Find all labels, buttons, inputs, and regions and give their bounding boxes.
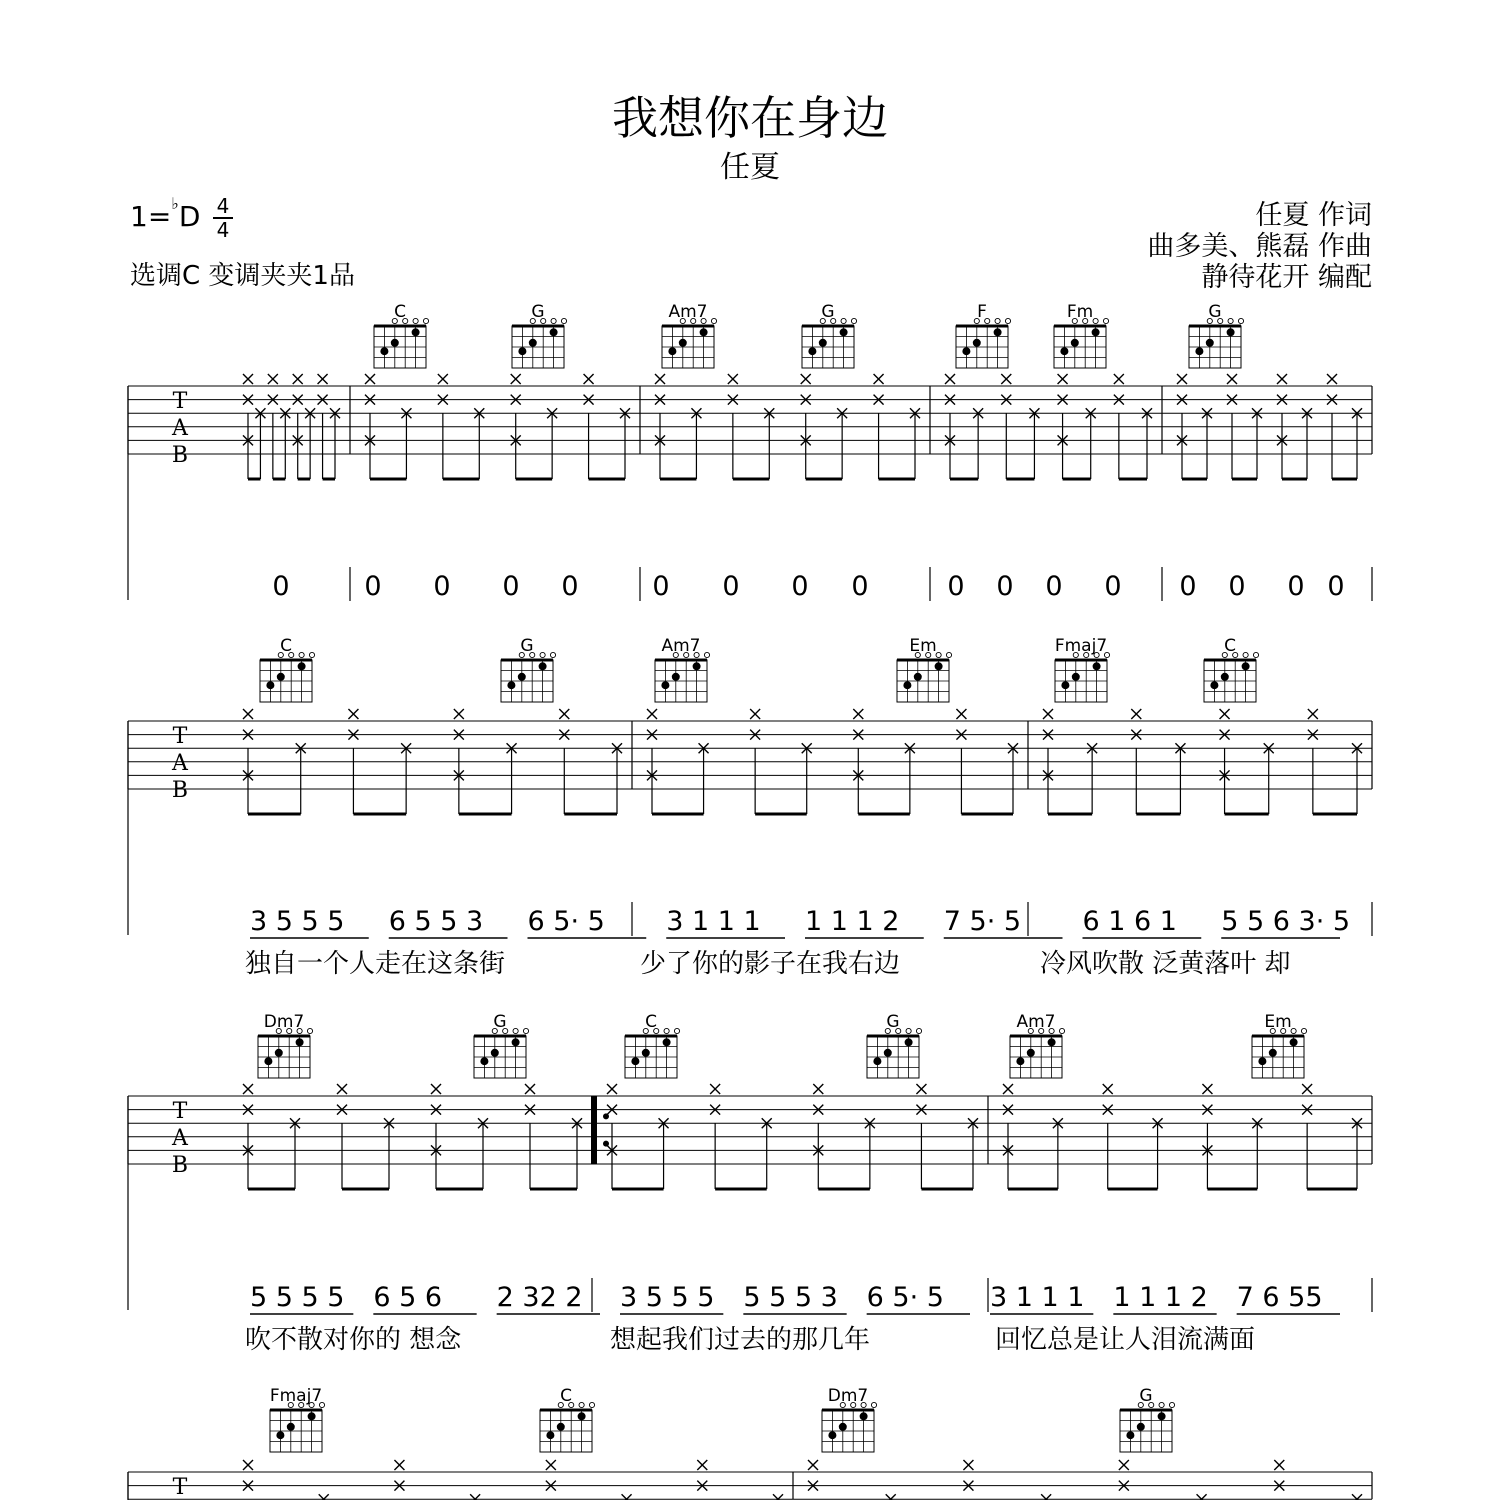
open-string-mark — [1243, 652, 1248, 657]
strum-x-mark — [1058, 374, 1068, 384]
finger-dot — [873, 1057, 881, 1065]
numbered-note-group: 5 5 5 5 — [250, 1282, 345, 1313]
chord-name: G — [520, 636, 534, 656]
key-prefix: 1= — [130, 200, 172, 233]
chord-name: C — [645, 1012, 657, 1032]
finger-dot — [264, 1057, 272, 1065]
finger-dot — [276, 1431, 284, 1439]
strum-x-mark — [647, 709, 657, 719]
finger-dot — [819, 339, 827, 347]
capo-note: 选调C 变调夹夹1品 — [130, 261, 355, 291]
numbered-note: 0 — [652, 571, 670, 602]
finger-dot — [1137, 1423, 1145, 1431]
strum-x-mark — [1327, 374, 1337, 384]
artist-name: 任夏 — [720, 150, 780, 185]
strum-x-mark — [655, 374, 665, 384]
chord-diagram — [260, 636, 315, 702]
numbered-note: 0 — [1228, 571, 1246, 602]
lyric-line: 少了你的影子在我右边 — [640, 949, 901, 979]
open-string-mark — [513, 1028, 518, 1033]
strum-x-mark — [1220, 709, 1230, 719]
chord-diagram — [1054, 302, 1109, 368]
strum-x-mark — [916, 1084, 926, 1094]
open-string-mark — [1238, 318, 1243, 323]
strum-x-mark — [874, 374, 884, 384]
finger-dot — [480, 1057, 488, 1065]
finger-dot — [578, 1412, 586, 1420]
time-signature-top: 4 — [216, 194, 230, 218]
chord-name: Em — [1264, 1012, 1292, 1032]
numbered-note: 0 — [996, 571, 1014, 602]
finger-dot — [839, 1423, 847, 1431]
strum-x-mark — [1177, 374, 1187, 384]
finger-dot — [840, 328, 848, 336]
open-string-mark — [1228, 318, 1233, 323]
finger-dot — [672, 673, 680, 681]
numbered-note: 0 — [791, 571, 809, 602]
strum-x-mark — [853, 709, 863, 719]
key-note: D — [178, 200, 201, 233]
chord-name: Em — [909, 636, 937, 656]
chord-diagram — [374, 302, 429, 368]
finger-dot — [266, 681, 274, 689]
finger-dot — [1195, 347, 1203, 355]
finger-dot — [973, 339, 981, 347]
open-string-mark — [906, 1028, 911, 1033]
chord-name: G — [1139, 1386, 1153, 1406]
tab-label-letter: T — [172, 389, 188, 414]
chord-diagram — [1010, 1012, 1065, 1078]
finger-dot — [642, 1049, 650, 1057]
open-string-mark — [1159, 1402, 1164, 1407]
finger-dot — [518, 347, 526, 355]
open-string-mark — [589, 1402, 594, 1407]
finger-dot — [1048, 1038, 1056, 1046]
finger-dot — [828, 1431, 836, 1439]
chord-diagram — [802, 302, 857, 368]
score-system — [128, 636, 1372, 979]
open-string-mark — [704, 652, 709, 657]
chord-name: C — [394, 302, 406, 322]
finger-dot — [1093, 662, 1101, 670]
strum-x-mark — [750, 709, 760, 719]
numbered-note: 0 — [433, 571, 451, 602]
finger-dot — [679, 339, 687, 347]
strum-x-mark — [559, 709, 569, 719]
numbered-note: 0 — [1104, 571, 1122, 602]
time-signature-bottom: 4 — [216, 218, 230, 242]
finger-dot — [1258, 1057, 1266, 1065]
lyric-line: 吹不散对你的 想念 — [245, 1325, 462, 1355]
strum-x-mark — [728, 374, 738, 384]
open-string-mark — [551, 318, 556, 323]
chord-diagram — [822, 1386, 877, 1452]
strum-x-mark — [1114, 374, 1124, 384]
credit-arranger: 静待花开 编配 — [1201, 262, 1372, 293]
strum-x-mark — [431, 1084, 441, 1094]
finger-dot — [935, 662, 943, 670]
strum-x-mark — [348, 709, 358, 719]
tab-label-letter: B — [171, 778, 189, 803]
open-string-mark — [674, 1028, 679, 1033]
strum-x-mark — [318, 374, 328, 384]
strum-x-mark — [1308, 709, 1318, 719]
chord-name: Am7 — [1016, 1012, 1056, 1032]
chord-name: Fm — [1066, 302, 1094, 322]
tab-label-letter: T — [172, 724, 188, 749]
chord-name: C — [280, 636, 292, 656]
finger-dot — [507, 681, 515, 689]
strum-x-mark — [710, 1084, 720, 1094]
finger-dot — [1061, 681, 1069, 689]
credit-composer: 曲多美、熊磊 作曲 — [1147, 231, 1372, 262]
chord-name: F — [977, 302, 987, 322]
finger-dot — [1269, 1049, 1277, 1057]
strum-x-mark — [584, 374, 594, 384]
finger-dot — [546, 1431, 554, 1439]
finger-dot — [1242, 662, 1250, 670]
finger-dot — [512, 1038, 520, 1046]
strum-x-mark — [546, 1460, 556, 1470]
numbered-note-group: 6 5 6 — [373, 1282, 443, 1313]
open-string-mark — [1005, 318, 1010, 323]
lyric-line: 冷风吹散 泛黄落叶 却 — [1040, 949, 1291, 979]
open-string-mark — [550, 652, 555, 657]
chord-name: Dm7 — [263, 1012, 305, 1032]
finger-dot — [661, 681, 669, 689]
strum-x-mark — [813, 1084, 823, 1094]
finger-dot — [903, 681, 911, 689]
lyric-line: 想起我们过去的那几年 — [610, 1325, 871, 1355]
open-string-mark — [1253, 652, 1258, 657]
chord-diagram — [258, 1012, 313, 1078]
chord-name: Fmaj7 — [1054, 636, 1108, 656]
strum-x-mark — [268, 374, 278, 384]
numbered-note: 0 — [1327, 571, 1345, 602]
finger-dot — [391, 339, 399, 347]
strum-x-mark — [1131, 709, 1141, 719]
finger-dot — [298, 662, 306, 670]
finger-dot — [557, 1423, 565, 1431]
finger-dot — [1290, 1038, 1298, 1046]
flat-sign: ♭ — [171, 194, 179, 213]
lyric-line: 回忆总是让人泪流满面 — [995, 1325, 1256, 1355]
strum-x-mark — [1001, 374, 1011, 384]
chord-diagram — [501, 636, 556, 702]
finger-dot — [1072, 673, 1080, 681]
finger-dot — [308, 1412, 316, 1420]
tab-label-letter: B — [171, 1153, 189, 1178]
numbered-note-group: 3 5 5 5 — [250, 906, 345, 937]
strum-x-mark — [337, 1084, 347, 1094]
strum-x-mark — [1003, 1084, 1013, 1094]
finger-dot — [914, 673, 922, 681]
numbered-note: 0 — [947, 571, 965, 602]
finger-dot — [1027, 1049, 1035, 1057]
finger-dot — [275, 1049, 283, 1057]
chord-diagram — [474, 1012, 529, 1078]
strum-x-mark — [365, 374, 375, 384]
finger-dot — [1126, 1431, 1134, 1439]
open-string-mark — [871, 1402, 876, 1407]
tab-label-letter: T — [172, 1475, 188, 1500]
finger-dot — [663, 1038, 671, 1046]
finger-dot — [1158, 1412, 1166, 1420]
strum-x-mark — [1302, 1084, 1312, 1094]
numbered-note: 0 — [561, 571, 579, 602]
numbered-note-group: 2 32 2 — [496, 1282, 583, 1313]
strum-x-mark — [697, 1460, 707, 1470]
open-string-mark — [936, 652, 941, 657]
tab-label-letter: A — [172, 751, 188, 776]
chord-diagram — [897, 636, 952, 702]
chord-name: C — [560, 1386, 572, 1406]
open-string-mark — [561, 318, 566, 323]
numbered-note: 0 — [272, 571, 290, 602]
numbered-note-group: 1 1 1 2 — [805, 906, 900, 937]
finger-dot — [287, 1423, 295, 1431]
strum-x-mark — [454, 709, 464, 719]
chord-diagram — [625, 1012, 680, 1078]
tab-label-letter: A — [172, 1126, 188, 1151]
finger-dot — [491, 1049, 499, 1057]
credit-lyricist: 任夏 作词 — [1255, 200, 1372, 231]
chord-diagram — [1252, 1012, 1307, 1078]
chord-diagram — [1120, 1386, 1175, 1452]
finger-dot — [668, 347, 676, 355]
numbered-note-group: 6 1 6 1 — [1082, 906, 1177, 937]
finger-dot — [700, 328, 708, 336]
open-string-mark — [946, 652, 951, 657]
finger-dot — [1016, 1057, 1024, 1065]
numbered-note-group: 3 1 1 1 — [990, 1282, 1085, 1313]
strum-x-mark — [1274, 1460, 1284, 1470]
chord-name: C — [1224, 636, 1236, 656]
finger-dot — [1092, 328, 1100, 336]
strum-x-mark — [438, 374, 448, 384]
strum-x-mark — [243, 1084, 253, 1094]
chord-name: G — [886, 1012, 900, 1032]
finger-dot — [994, 328, 1002, 336]
strum-x-mark — [808, 1460, 818, 1470]
tab-label-letter: T — [172, 1099, 188, 1124]
chord-name: Am7 — [661, 636, 701, 656]
open-string-mark — [1291, 1028, 1296, 1033]
finger-dot — [905, 1038, 913, 1046]
finger-dot — [539, 662, 547, 670]
numbered-note-group: 6 5· 5 — [866, 1282, 944, 1313]
open-string-mark — [307, 1028, 312, 1033]
open-string-mark — [1093, 318, 1098, 323]
numbered-note: 0 — [722, 571, 740, 602]
chord-diagram — [867, 1012, 922, 1078]
open-string-mark — [1301, 1028, 1306, 1033]
strum-x-mark — [1277, 374, 1287, 384]
finger-dot — [962, 347, 970, 355]
finger-dot — [412, 328, 420, 336]
score-system — [128, 1386, 1372, 1500]
open-string-mark — [309, 652, 314, 657]
strum-x-mark — [1202, 1084, 1212, 1094]
strum-x-mark — [956, 709, 966, 719]
numbered-note: 0 — [851, 571, 869, 602]
open-string-mark — [664, 1028, 669, 1033]
strum-x-mark — [1227, 374, 1237, 384]
finger-dot — [277, 673, 285, 681]
strum-x-mark — [607, 1084, 617, 1094]
strum-x-mark — [945, 374, 955, 384]
chord-name: G — [821, 302, 835, 322]
strum-x-mark — [1119, 1460, 1129, 1470]
open-string-mark — [711, 318, 716, 323]
finger-dot — [296, 1038, 304, 1046]
chord-name: Fmaj7 — [269, 1386, 323, 1406]
numbered-note: 0 — [502, 571, 520, 602]
chord-diagram — [1189, 302, 1244, 368]
strum-x-mark — [801, 374, 811, 384]
finger-dot — [884, 1049, 892, 1057]
open-string-mark — [413, 318, 418, 323]
finger-dot — [808, 347, 816, 355]
numbered-note-group: 5 5 6 3· 5 — [1221, 906, 1351, 937]
open-string-mark — [1169, 1402, 1174, 1407]
open-string-mark — [995, 318, 1000, 323]
finger-dot — [693, 662, 701, 670]
numbered-note-group: 1 1 1 2 — [1113, 1282, 1208, 1313]
numbered-note-group: 6 5· 5 — [527, 906, 605, 937]
numbered-note: 0 — [364, 571, 382, 602]
finger-dot — [529, 339, 537, 347]
chord-name: Am7 — [668, 302, 708, 322]
numbered-note-group: 6 5 5 3 — [388, 906, 484, 937]
chord-name: Dm7 — [827, 1386, 869, 1406]
open-string-mark — [916, 1028, 921, 1033]
strum-x-mark — [525, 1084, 535, 1094]
numbered-note-group: 7 5· 5 — [943, 906, 1022, 937]
open-string-mark — [299, 652, 304, 657]
finger-dot — [631, 1057, 639, 1065]
finger-dot — [1060, 347, 1068, 355]
chord-diagram — [540, 1386, 595, 1452]
strum-x-mark — [243, 709, 253, 719]
finger-dot — [1206, 339, 1214, 347]
strum-x-mark — [963, 1460, 973, 1470]
numbered-note-group: 3 1 1 1 — [666, 906, 761, 937]
song-title: 我想你在身边 — [612, 91, 888, 145]
strum-x-mark — [511, 374, 521, 384]
finger-dot — [518, 673, 526, 681]
open-string-mark — [851, 318, 856, 323]
numbered-note: 0 — [1045, 571, 1063, 602]
score-system — [128, 1012, 1372, 1355]
open-string-mark — [1103, 318, 1108, 323]
open-string-mark — [841, 318, 846, 323]
tab-label-letter: A — [172, 416, 188, 441]
finger-dot — [860, 1412, 868, 1420]
lyric-line: 独自一个人走在这条街 — [245, 949, 506, 979]
strum-x-mark — [293, 374, 303, 384]
open-string-mark — [1059, 1028, 1064, 1033]
strum-x-mark — [1043, 709, 1053, 719]
open-string-mark — [579, 1402, 584, 1407]
numbered-note: 0 — [1287, 571, 1305, 602]
chord-diagram — [512, 302, 567, 368]
chord-diagram — [662, 302, 717, 368]
chord-name: G — [493, 1012, 507, 1032]
finger-dot — [550, 328, 558, 336]
chord-diagram — [270, 1386, 325, 1452]
open-string-mark — [523, 1028, 528, 1033]
chord-name: G — [1208, 302, 1222, 322]
open-string-mark — [540, 652, 545, 657]
finger-dot — [1071, 339, 1079, 347]
strum-x-mark — [1103, 1084, 1113, 1094]
chord-name: G — [531, 302, 545, 322]
score-system — [128, 302, 1372, 602]
strum-x-mark — [243, 1460, 253, 1470]
finger-dot — [380, 347, 388, 355]
strum-x-mark — [394, 1460, 404, 1470]
chord-diagram — [655, 636, 710, 702]
numbered-note-group: 7 6 55 — [1236, 1282, 1323, 1313]
repeat-bar — [591, 1096, 597, 1164]
chord-diagram — [1055, 636, 1110, 702]
numbered-note-group: 3 5 5 5 — [620, 1282, 715, 1313]
chord-diagram — [1204, 636, 1259, 702]
finger-dot — [1210, 681, 1218, 689]
chord-diagram — [956, 302, 1011, 368]
tab-label-letter: B — [171, 443, 189, 468]
numbered-note: 0 — [1179, 571, 1197, 602]
finger-dot — [1227, 328, 1235, 336]
finger-dot — [1221, 673, 1229, 681]
numbered-note-group: 5 5 5 3 — [743, 1282, 838, 1313]
open-string-mark — [423, 318, 428, 323]
strum-x-mark — [243, 374, 253, 384]
